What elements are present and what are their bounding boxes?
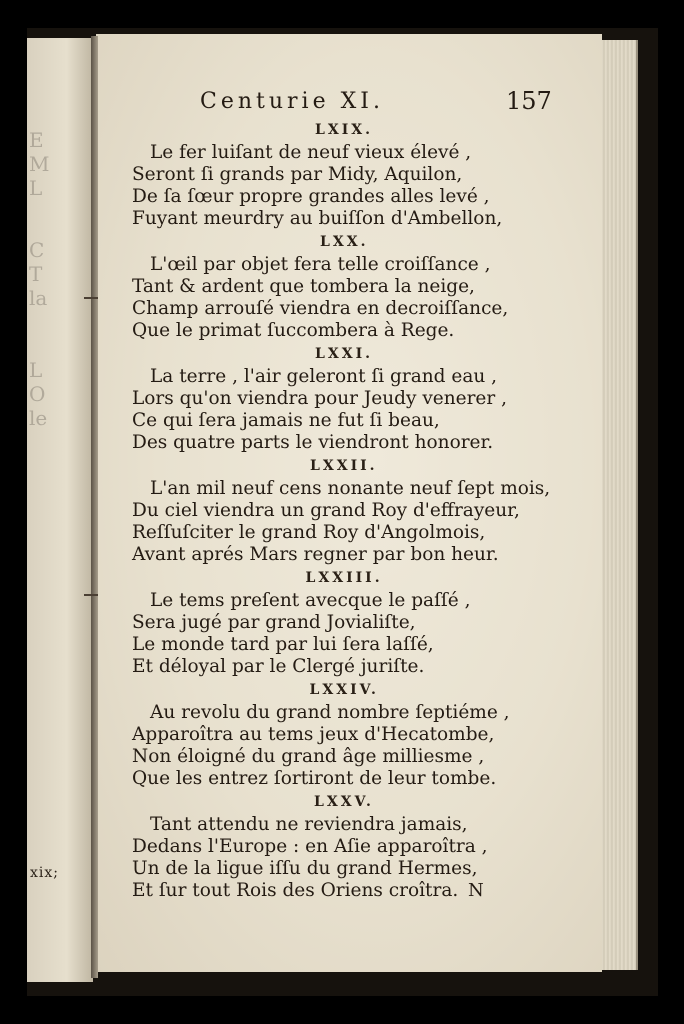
verse-line: Seront ſi grands par Midy, Aquilon, xyxy=(132,164,463,185)
binding-thread xyxy=(84,297,98,299)
verse-line: Que les entrez ſortiront de leur tombe. xyxy=(132,768,497,789)
verse-line: Le monde tard par lui ſera laſſé, xyxy=(132,634,434,655)
quatrain-numeral: LXIX. xyxy=(315,122,373,138)
verse-line: Du ciel viendra un grand Roy d'effrayeur, xyxy=(132,500,520,521)
left-catchword: xix; xyxy=(30,865,59,881)
show-through-text: L O le xyxy=(29,358,48,430)
verse-line: Lors qu'on viendra pour Jeudy venerer , xyxy=(132,388,507,409)
quatrain-numeral: LXXV. xyxy=(314,794,374,810)
verse-line: Avant aprés Mars regner par bon heur. xyxy=(132,544,499,565)
verse-line: Ce qui ſera jamais ne fut ſi beau, xyxy=(132,410,440,431)
left-page xyxy=(27,38,93,982)
signature-mark: N xyxy=(468,880,484,901)
page-text xyxy=(96,34,602,972)
verse-line: Le tems preſent avecque le paſſé , xyxy=(150,590,471,611)
verse-line: Non éloigné du grand âge milliesme , xyxy=(132,746,485,767)
verse-line: De ſa ſœur propre grandes alles levé , xyxy=(132,186,490,207)
verse-line: Fuyant meurdry au buiſſon d'Ambellon, xyxy=(132,208,503,229)
verse-line: L'an mil neuf cens nonante neuf ſept mois, xyxy=(150,478,551,499)
verse-line: Et déloyal par le Clergé juriſte. xyxy=(132,656,425,677)
verse-line: L'œil par objet fera telle croiſſance , xyxy=(150,254,491,275)
verse-line: Des quatre parts le viendront honorer. xyxy=(132,432,494,453)
verse-line: Dedans l'Europe : en Aſie apparoîtra , xyxy=(132,836,488,857)
verse-line: La terre , l'air geleront ſi grand eau , xyxy=(150,366,498,387)
quatrain-numeral: LXXI. xyxy=(315,346,373,362)
verse-line: Reſſuſciter le grand Roy d'Angolmois, xyxy=(132,522,486,543)
verse-line: Tant attendu ne reviendra jamais, xyxy=(150,814,468,835)
verse-line: Le fer luiſant de neuf vieux élevé , xyxy=(150,142,472,163)
show-through-text: C T la xyxy=(29,238,48,310)
quatrain-numeral: LXXII. xyxy=(310,458,378,474)
verse-line: Que le primat ſuccombera à Rege. xyxy=(132,320,455,341)
page-number: 157 xyxy=(506,87,552,115)
verse-line: Un de la ligue iſſu du grand Hermes, xyxy=(132,858,478,879)
quatrain-numeral: LXX. xyxy=(320,234,369,250)
verse-line: Apparoîtra au tems jeux d'Hecatombe, xyxy=(132,724,495,745)
show-through-text: E M L xyxy=(29,128,50,200)
verse-line: Champ arrouſé viendra en decroiſſance, xyxy=(132,298,509,319)
right-page xyxy=(96,34,602,972)
gutter xyxy=(91,36,98,978)
running-head: Centurie XI. xyxy=(200,89,384,114)
page-edges xyxy=(598,40,638,970)
binding-thread xyxy=(84,594,98,596)
verse-line: Sera jugé par grand Jovialiſte, xyxy=(132,612,416,633)
verse-line: Et ſur tout Rois des Oriens croîtra. xyxy=(132,880,459,901)
quatrain-numeral: LXXIII. xyxy=(305,570,383,586)
quatrain-numeral: LXXIV. xyxy=(309,682,379,698)
verse-line: Au revolu du grand nombre ſeptiéme , xyxy=(150,702,510,723)
verse-line: Tant & ardent que tombera la neige, xyxy=(132,276,475,297)
